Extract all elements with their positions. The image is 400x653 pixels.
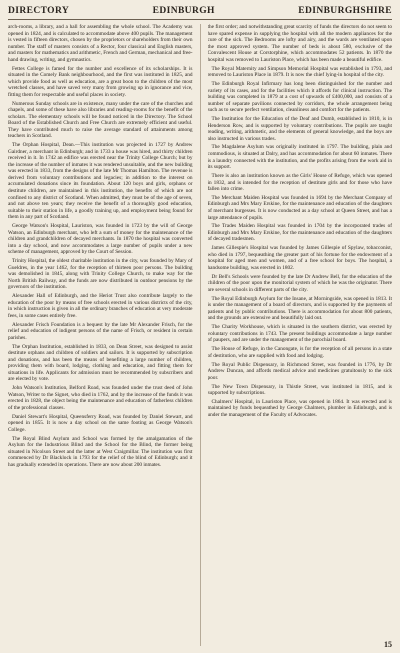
paragraph: The Orphan Institution, established in 1833, on Dean Street, was designed to assist destitute orphans and children of soldiers and sailors. It is supported by subscription and donations, and has been the means of benefiting a large number of children, providing them with board, lodging, clothing and education, and fitting them for situations in life. Applicants for admission must be recommended by subscribers and are elected by vote. xyxy=(8,343,193,383)
paragraph: There is also an institution known as the Girls' House of Refuge, which was opened in 1832, and is intended for the reception of destitute girls and for those who have fallen into crime. xyxy=(207,172,392,193)
paragraph: Alexander Frisch Foundation is a bequest by the late Mr Alexander Frisch, for the relief and education of indigent persons of the name of Frisch, or resident in certain parishes. xyxy=(8,321,193,341)
page-number: 15 xyxy=(384,640,392,649)
paragraph: Fettes College is famed for the number and excellence of its scholarships. It is situated in the Comely Bank neighbourhood, and the first was instituted in 1825, and which provide food as well as education, are a great boon to the children of the most wretched classes, and have saved very many from growing up in ignorance and vice, fitting them for respectable and useful places in society. xyxy=(8,65,193,98)
left-column xyxy=(8,24,193,646)
paragraph: Dr Bell's Schools were founded by the late Dr Andrew Bell, for the education of the children of the poor upon the monitorial system of which he was the originator. There are several schools in different parts of the city. xyxy=(207,273,392,293)
paragraph: the first order; and notwithstanding great scarcity of funds the directors do not seem to have spared expense in supplying the hospital with all the modern appliances for the cure of the sick. The Bedrooms are lofty and airy, and the wards are ventilated upon the most approved system. The number of beds is about 580, exclusive of the Convalescent House at Corstorphine, which accommodates 52 patients. In 1870 the hospital was removed to Lauriston Place, which has been made a beautiful edifice. xyxy=(207,24,392,63)
paragraph: The Merchant Maiden Hospital was founded in 1694 by the Merchant Company of Edinburgh and Mrs Mary Erskine, for the maintenance and education of the daughters of merchant burgesses. It is now conducted as a day school at Queen Street, and has a large attendance of pupils. xyxy=(207,194,392,221)
paragraph: The Royal Public Dispensary, in Richmond Street, was founded in 1776, by Dr Andrew Duncan, and affords medical advice and medicines gratuitously to the sick poor. xyxy=(207,361,392,381)
header-center: EDINBURGH xyxy=(152,6,215,16)
paragraph: John Watson's Institution, Belford Road, was founded under the trust deed of John Watson, Writer to the Signet, who died in 1762, and by the increase of the funds it was erected in 1828, the object being the maintenance and education of fatherless children of the professional classes. xyxy=(8,385,193,411)
paragraph: The Magdalene Asylum was originally instituted in 1797. The building, plain and commodious, is situated at Dalry, and has accommodation for about 60 inmates. There is a laundry connected with the institution, and the profits arising from the work aid in its support. xyxy=(207,144,392,171)
paragraph: The Charity Workhouse, which is situated in the southern district, was erected by voluntary contributions in 1743. The present buildings accommodate a large number of paupers, and are under the management of the parochial board. xyxy=(207,324,392,344)
text-columns xyxy=(8,24,392,646)
right-column xyxy=(208,24,393,646)
paragraph: The Orphan Hospital, Dean.—This institution was projected in 1727 by Andrew Gairdner, a merchant in Edinburgh; and in 1733 a house was hired, and thirty children received in it. In 1742 an edifice was erected near the Trinity College Church; but by the increase of the number of inmates it was rendered unsuitable, and the new building was erected in 1833, from the designs of the late Mr Thomas Hamilton. The revenue is derived from voluntary contributions and legacies; in addition to the interest on accumulated donations since its foundation. About 120 boys and girls, orphans or destitute children, are maintained in this institution, the benefits of which are not confined to any district of Scotland. When admitted, they must be of the age of seven, and not above ten years; they receive the benefit of a thoroughly good education, suitable to their station in life, a goodly training up, and employment being found for them in any part of Scotland. xyxy=(8,142,193,221)
paragraph: Numerous Sunday schools are in existence, many under the care of the churches and chapels, and some of these have also libraries and reading-rooms for the benefit of the scholars. The elementary schools will be found noticed in the Directory. The School Board of the Established Church and Free Church are extremely efficient and useful. They have contributed much to raise the average standard of attainments among teachers in Scotland. xyxy=(8,100,193,140)
column-divider xyxy=(200,24,201,646)
paragraph: The Edinburgh Royal Infirmary has long been distinguished for the number and variety of its cases, and for the facilities which it affords for clinical instruction. The building was completed in 1879 at a cost of upwards of £400,000, and consists of a number of separate pavilions connected by corridors, the whole arrangement being such as to secure perfect ventilation, cleanliness and comfort for the patients. xyxy=(207,80,392,114)
header-rule xyxy=(8,19,392,20)
paragraph: arch-rooms, a library, and a hall for assembling the whole school. The Academy was opened in 1824, and is calculated to accommodate above 400 pupils. The management is vested in fifteen directors, chosen by the proprietors or shareholders from their own number. The staff of masters consists of a Rector, four classical and English masters, and masters for mathematics and arithmetic, French and German, mechanical and free-hand drawing, writing, and gymnastics. xyxy=(8,24,193,63)
header-right: EDINBURGHSHIRE xyxy=(298,6,392,16)
paragraph: Daniel Stewart's Hospital, Queensferry Road, was founded by Daniel Stewart, and opened in 1855. It is now a day school on the same footing as George Watson's College. xyxy=(8,413,193,433)
paragraph: The New Town Dispensary, in Thistle Street, was instituted in 1815, and is supported by subscriptions. xyxy=(207,383,392,397)
paragraph: Chalmers' Hospital, in Lauriston Place, was opened in 1864. It was erected and is maintained by funds bequeathed by George Chalmers, plumber in Edinburgh, and is under the management of the Faculty of Advocates. xyxy=(207,398,392,418)
paragraph: The Institution for the Education of the Deaf and Dumb, established in 1810, is in Henderson Row, and is supported by voluntary contributions. The pupils are taught reading, writing, arithmetic, and the elements of general knowledge, and the boys are also instructed in various trades. xyxy=(207,116,392,142)
paragraph: James Gillespie's Hospital was founded by James Gillespie of Spylaw, tobacconist, who died in 1797, bequeathing the greater part of his fortune for the endowment of a hospital for aged men and women, and of a free school for boys. The hospital, a handsome building, was erected in 1802. xyxy=(207,245,392,271)
paragraph: The Royal Blind Asylum and School was formed by the amalgamation of the Asylum for the Industrious Blind and the School for the Blind, the former being situated in Nicolson Street and the latter at West Craigmillar. The institution was first commenced by Dr Blacklock in 1793 for the relief of the blind of Edinburgh; and it has gradually extended its operations. There are now about 200 inmates. xyxy=(8,435,193,468)
header-left: DIRECTORY xyxy=(8,6,70,16)
running-header xyxy=(8,6,392,16)
paragraph: The House of Refuge, in the Canongate, is for the reception of all persons in a state of destitution, who are supplied with food and lodging. xyxy=(207,346,392,359)
paragraph: The Royal Edinburgh Asylum for the Insane, at Morningside, was opened in 1813. It is under the management of a board of directors, and is supported by the payments of patients and by public contributions. There is accommodation for about 800 patients, and the grounds are extensive and beautifully laid out. xyxy=(207,295,392,322)
paragraph: Alexander Hall of Edinburgh, and the Heriot Trust also contribute largely to the education of the poor by means of free schools erected in various districts of the city, in which instruction is given in all the ordinary branches of education at very moderate fees, in some cases entirely free. xyxy=(8,293,193,319)
paragraph: George Watson's Hospital, Lauriston, was founded in 1723 by the will of George Watson, an Edinburgh merchant, who left a sum of money for the maintenance of the children and grandchildren of decayed merchants. In 1870 the hospital was converted into a day school, and now accommodates a large number of pupils under a new scheme of management, approved by the Court of Session. xyxy=(8,223,193,256)
paragraph: Trinity Hospital, the oldest charitable institution in the city, was founded by Mary of Gueldres, in the year 1462, for the reception of thirteen poor persons. The building was demolished in 1845, along with Trinity College Church, to make way for the North British Railway, and the funds are now distributed in outdoor pensions by the governors of the institution. xyxy=(8,258,193,291)
paragraph: The Royal Maternity and Simpson Memorial Hospital was established in 1793, and removed to Lauriston Place in 1879. It is now the chief lying-in hospital of the city. xyxy=(207,65,392,79)
paragraph: The Trades Maiden Hospital was founded in 1704 by the incorporated trades of Edinburgh and Mrs Mary Erskine, for the maintenance and education of the daughters of decayed tradesmen. xyxy=(207,223,392,243)
